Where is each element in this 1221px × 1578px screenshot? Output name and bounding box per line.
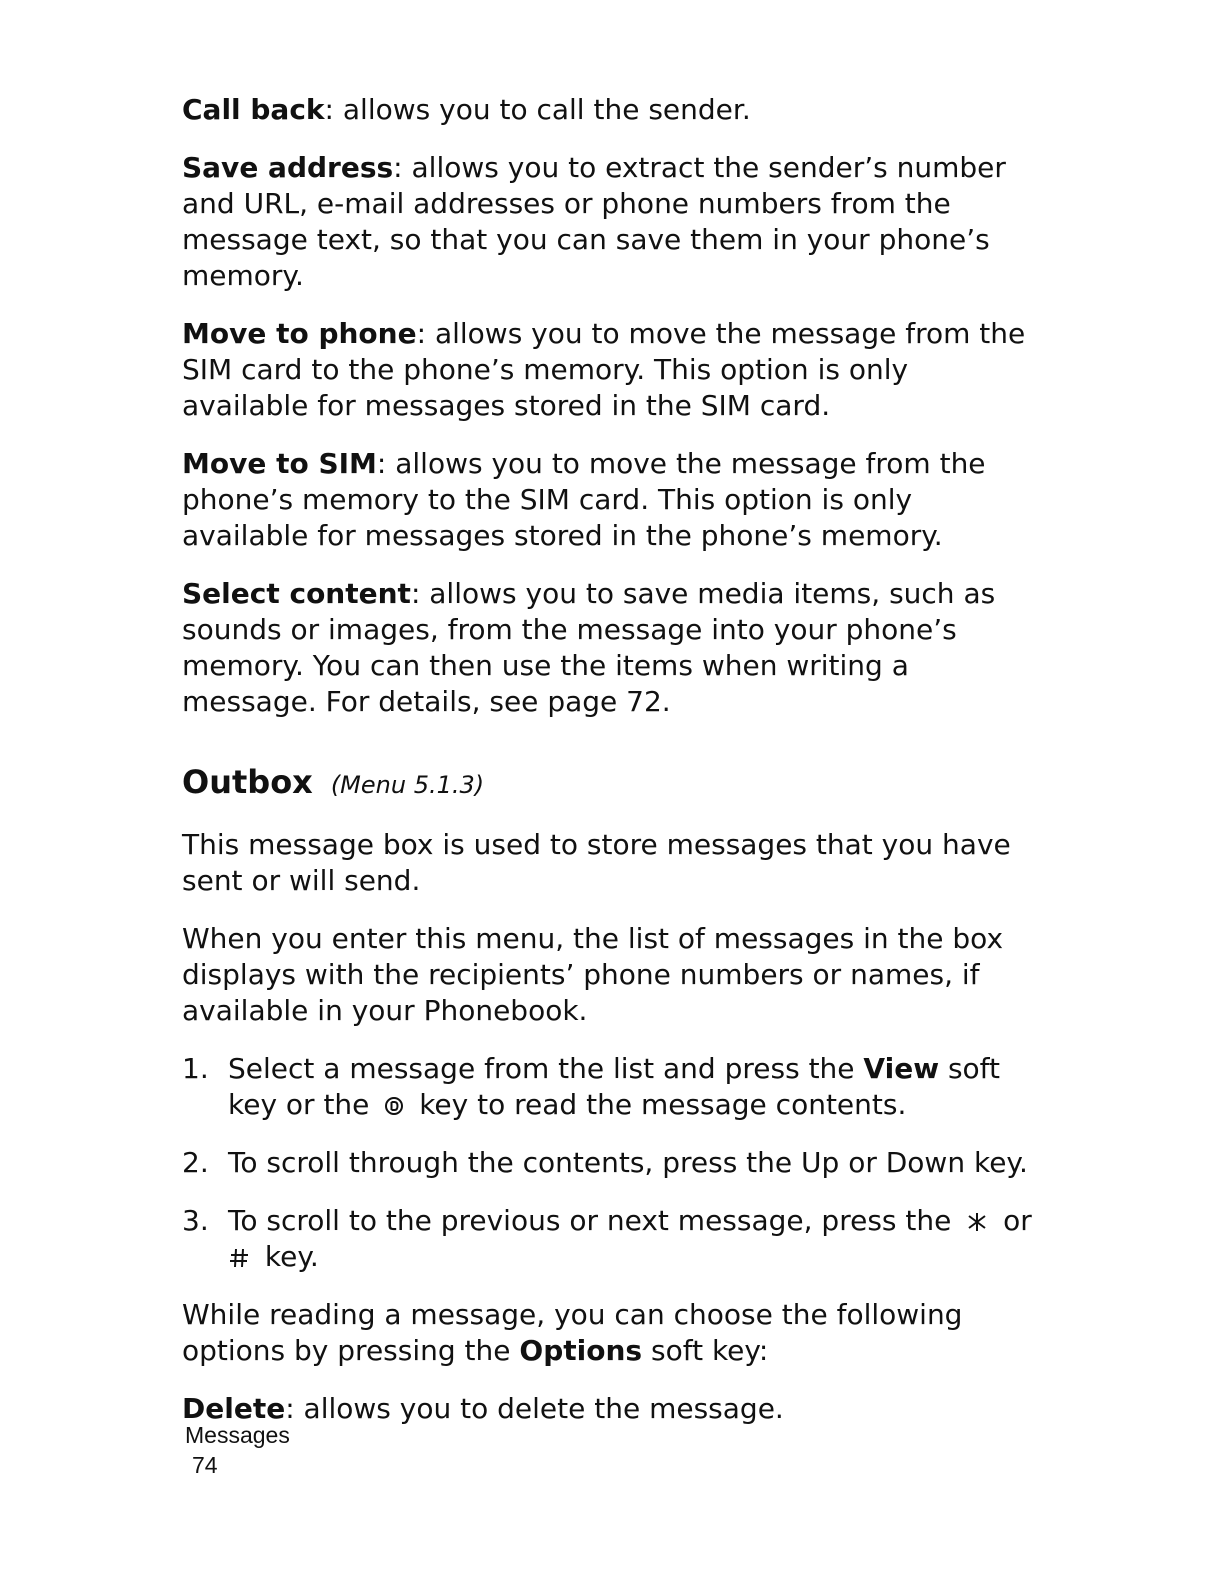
option-save-address <box>182 150 1042 294</box>
option-description: : allows you to save media items, such as sounds or images, from the message into your phone’s memory. You can then use the items when writing a message. For details, see page 72. <box>182 577 996 718</box>
step-item <box>182 1051 1042 1123</box>
step-text: To scroll through the contents, press the Up or Down key. <box>228 1146 1028 1179</box>
page-number: 74 <box>192 1452 218 1478</box>
section-title: Outbox <box>182 763 313 801</box>
option-term: Delete <box>182 1392 286 1425</box>
steps-list <box>182 1051 1042 1275</box>
option-description: : allows you to call the sender. <box>324 93 751 126</box>
section-heading <box>182 762 1042 805</box>
option-term: Select content <box>182 577 411 610</box>
option-move-to-sim <box>182 446 1042 554</box>
footer-section-name: Messages <box>185 1422 290 1448</box>
step-number: 3. <box>182 1204 209 1237</box>
option-description: : allows you to move the message from the SIM card to the phone’s memory. This option is only available for messages stored in the SIM card. <box>182 317 1026 422</box>
option-description: : allows you to delete the message. <box>285 1392 784 1425</box>
intro-paragraph: This message box is used to store messages that you have sent or will send. <box>182 828 1011 897</box>
manual-page <box>182 92 1042 1449</box>
step-number: 2. <box>182 1146 209 1179</box>
step-text: or <box>994 1204 1032 1237</box>
step-number: 1. <box>182 1052 209 1085</box>
option-term: Move to SIM <box>182 447 377 480</box>
page-footer <box>185 1420 290 1480</box>
star-key-icon <box>966 1210 988 1234</box>
options-intro-paragraph <box>182 1297 1042 1369</box>
step-item <box>182 1145 1042 1181</box>
hash-key-icon <box>228 1246 250 1270</box>
option-select-content <box>182 576 1042 720</box>
center-select-key-icon <box>384 1096 404 1116</box>
intro-paragraph: When you enter this menu, the list of messages in the box displays with the recipients’ phone numbers or names, if available in your Phonebook. <box>182 922 1004 1027</box>
option-call-back <box>182 92 1042 128</box>
option-term: Save address <box>182 151 394 184</box>
option-delete <box>182 1391 1042 1427</box>
option-move-to-phone <box>182 316 1042 424</box>
step-item <box>182 1203 1042 1275</box>
step-text: To scroll to the previous or next message, press the <box>228 1204 961 1237</box>
step-text: key. <box>256 1240 319 1273</box>
paragraph-text: While reading a message, you can choose the following options by pressing the <box>182 1298 963 1367</box>
option-term: Call back <box>182 93 325 126</box>
section-menu-path: (Menu 5.1.3) <box>330 771 485 799</box>
option-description: : allows you to extract the sender’s number and URL, e-mail addresses or phone numbers from the message text, so that you can save them in your phone’s memory. <box>182 151 1006 292</box>
step-text: soft key or the <box>228 1052 1001 1121</box>
options-softkey-label: Options <box>519 1334 643 1367</box>
paragraph-text: soft key: <box>642 1334 769 1367</box>
step-text: Select a message from the list and press the <box>228 1052 864 1085</box>
step-text: key to read the message contents. <box>410 1088 907 1121</box>
option-term: Move to phone <box>182 317 417 350</box>
view-softkey-label: View <box>863 1052 940 1085</box>
option-description: : allows you to move the message from the phone’s memory to the SIM card. This option is only available for messages stored in the phone’s memory. <box>182 447 986 552</box>
